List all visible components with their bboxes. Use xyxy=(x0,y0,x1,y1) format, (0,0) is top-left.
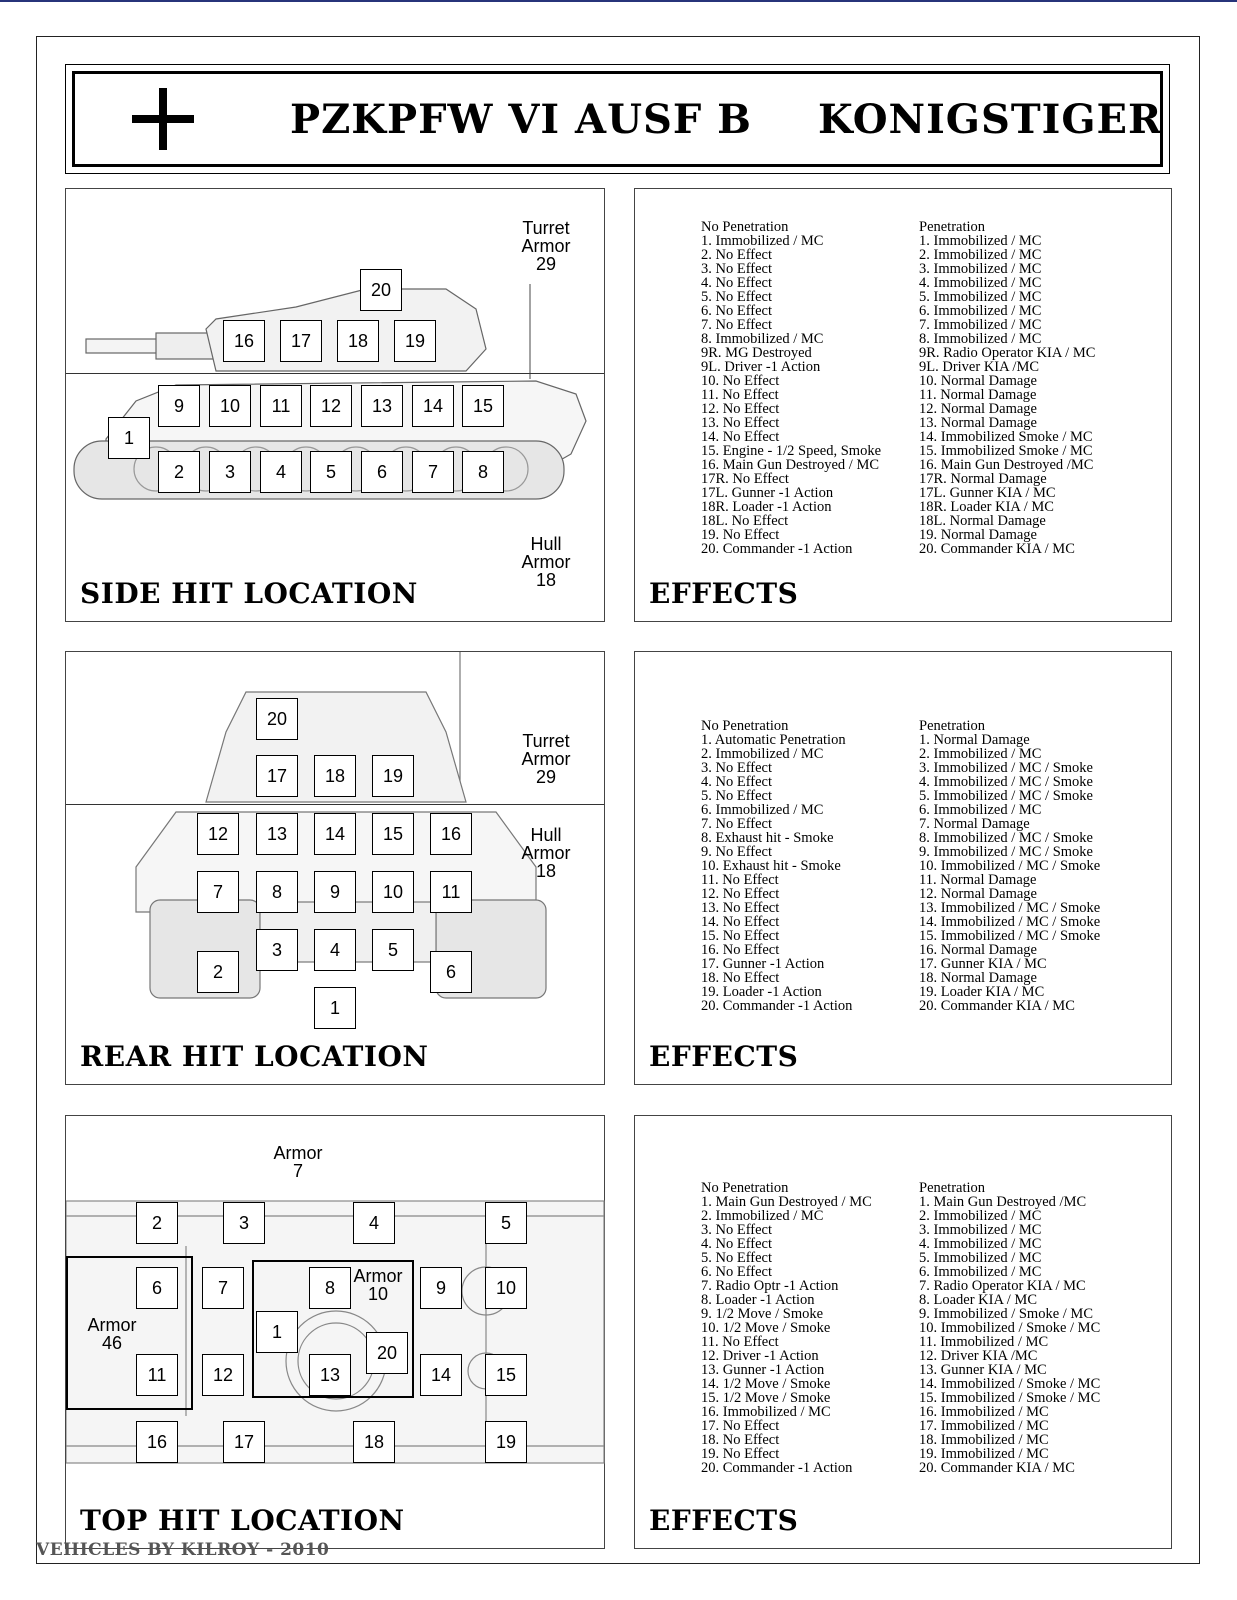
hit-box-8: 8 xyxy=(462,451,504,493)
effect-line: 1. Main Gun Destroyed / MC xyxy=(701,1194,872,1210)
rear-no-penetration-list xyxy=(701,719,852,1013)
effect-line: 9L. Driver KIA /MC xyxy=(919,359,1040,375)
rear-effects-heading: EFFECTS xyxy=(649,1040,799,1073)
effect-line: 15. Engine - 1/2 Speed, Smoke xyxy=(701,443,882,459)
effects-column-header: Penetration xyxy=(919,718,986,734)
effect-line: 5. No Effect xyxy=(701,1250,772,1266)
hit-box-6: 6 xyxy=(136,1267,178,1309)
hit-box-2: 2 xyxy=(136,1202,178,1244)
effect-line: 2. No Effect xyxy=(701,247,772,263)
rear-hit-location-heading: REAR HIT LOCATION xyxy=(80,1040,429,1073)
effect-line: 6. Immobilized / MC xyxy=(919,802,1042,818)
effect-line: 8. Immobilized / MC / Smoke xyxy=(919,830,1093,846)
hit-box-5: 5 xyxy=(372,929,414,971)
effect-line: 4. Immobilized / MC / Smoke xyxy=(919,774,1093,790)
hit-box-9: 9 xyxy=(314,871,356,913)
effect-line: 17L. Gunner -1 Action xyxy=(701,485,834,501)
effect-line: 20. Commander KIA / MC xyxy=(919,1460,1075,1476)
hit-box-12: 12 xyxy=(310,385,352,427)
effect-line: 12. Normal Damage xyxy=(919,886,1037,902)
effect-line: 3. Immobilized / MC / Smoke xyxy=(919,760,1093,776)
effect-line: 14. 1/2 Move / Smoke xyxy=(701,1376,831,1392)
effect-line: 5. Immobilized / MC xyxy=(919,1250,1042,1266)
effect-line: 12. Normal Damage xyxy=(919,401,1037,417)
hit-box-20: 20 xyxy=(366,1332,408,1374)
hit-box-8: 8 xyxy=(309,1267,351,1309)
top-hit-location-panel xyxy=(65,1115,605,1549)
hit-box-16: 16 xyxy=(223,320,265,362)
effects-column-header: No Penetration xyxy=(701,1180,789,1196)
effect-line: 1. Normal Damage xyxy=(919,732,1030,748)
effect-line: 15. 1/2 Move / Smoke xyxy=(701,1390,831,1406)
hit-box-4: 4 xyxy=(314,929,356,971)
vehicle-designation: PZKPFW VI AUSF B xyxy=(290,96,752,143)
effect-line: 9L. Driver -1 Action xyxy=(701,359,821,375)
hit-box-18: 18 xyxy=(337,320,379,362)
effect-line: 2. Immobilized / MC xyxy=(919,247,1042,263)
effect-line: 17. Gunner -1 Action xyxy=(701,956,825,972)
effect-line: 17. Gunner KIA / MC xyxy=(919,956,1047,972)
effect-line: 18. Normal Damage xyxy=(919,970,1037,986)
effect-line: 11. No Effect xyxy=(701,1334,779,1350)
effect-line: 17R. No Effect xyxy=(701,471,789,487)
effect-line: 5. No Effect xyxy=(701,289,772,305)
effect-line: 9R. Radio Operator KIA / MC xyxy=(919,345,1096,361)
front-armor-label: Armor 46 xyxy=(87,1315,137,1353)
hit-box-13: 13 xyxy=(309,1354,351,1396)
effect-line: 14. Immobilized / MC / Smoke xyxy=(919,914,1101,930)
hit-box-17: 17 xyxy=(280,320,322,362)
effect-line: 15. Immobilized Smoke / MC xyxy=(919,443,1093,459)
hit-box-15: 15 xyxy=(372,813,414,855)
effect-line: 19. No Effect xyxy=(701,1446,780,1462)
hit-box-14: 14 xyxy=(314,813,356,855)
effect-line: 1. Main Gun Destroyed /MC xyxy=(919,1194,1087,1210)
hit-box-11: 11 xyxy=(136,1354,178,1396)
effect-line: 12. No Effect xyxy=(701,886,780,902)
top-effects-panel xyxy=(634,1115,1172,1549)
hit-box-2: 2 xyxy=(158,451,200,493)
effect-line: 1. Immobilized / MC xyxy=(919,233,1042,249)
effect-line: 6. Immobilized / MC xyxy=(919,1264,1042,1280)
effect-line: 18L. No Effect xyxy=(701,513,789,529)
turret-armor-label: Turret Armor 29 xyxy=(521,218,571,274)
effects-column-header: No Penetration xyxy=(701,718,789,734)
effect-line: 15. No Effect xyxy=(701,928,780,944)
hit-box-16: 16 xyxy=(430,813,472,855)
hit-box-20: 20 xyxy=(360,269,402,311)
vehicle-name: KONIGSTIGER xyxy=(818,96,1163,143)
hit-box-2: 2 xyxy=(197,951,239,993)
effect-line: 20. Commander KIA / MC xyxy=(919,998,1075,1014)
effect-line: 15. Immobilized / Smoke / MC xyxy=(919,1390,1101,1406)
effect-line: 16. Normal Damage xyxy=(919,942,1037,958)
effect-line: 11. Normal Damage xyxy=(919,387,1037,403)
hit-box-1: 1 xyxy=(108,417,150,459)
effect-line: 4. Immobilized / MC xyxy=(919,275,1042,291)
effect-line: 10. Immobilized / MC / Smoke xyxy=(919,858,1101,874)
hit-box-20: 20 xyxy=(256,698,298,740)
effect-line: 15. Immobilized / MC / Smoke xyxy=(919,928,1101,944)
hull-armor-label: Hull Armor 18 xyxy=(521,825,571,881)
hit-box-12: 12 xyxy=(197,813,239,855)
effect-line: 17. Immobilized / MC xyxy=(919,1418,1049,1434)
effect-line: 13. No Effect xyxy=(701,900,780,916)
turret-hull-divider xyxy=(66,373,604,374)
hit-box-4: 4 xyxy=(353,1202,395,1244)
effect-line: 16. Main Gun Destroyed / MC xyxy=(701,457,880,473)
effects-column-header: Penetration xyxy=(919,219,986,235)
hit-box-3: 3 xyxy=(209,451,251,493)
hit-box-4: 4 xyxy=(260,451,302,493)
effect-line: 20. Commander -1 Action xyxy=(701,998,853,1014)
effect-line: 9. Immobilized / Smoke / MC xyxy=(919,1306,1093,1322)
effect-line: 3. Immobilized / MC xyxy=(919,261,1042,277)
effect-line: 8. Immobilized / MC xyxy=(919,331,1042,347)
hit-box-13: 13 xyxy=(256,813,298,855)
effect-line: 14. No Effect xyxy=(701,914,780,930)
effect-line: 12. No Effect xyxy=(701,401,780,417)
side-effects-panel xyxy=(634,188,1172,622)
effect-line: 18L. Normal Damage xyxy=(919,513,1046,529)
hit-box-11: 11 xyxy=(430,871,472,913)
top-rule xyxy=(0,0,1237,2)
effect-line: 2. Immobilized / MC xyxy=(919,746,1042,762)
hit-box-14: 14 xyxy=(412,385,454,427)
effect-line: 10. Exhaust hit - Smoke xyxy=(701,858,841,874)
effect-line: 5. No Effect xyxy=(701,788,772,804)
hit-box-18: 18 xyxy=(353,1421,395,1463)
effect-line: 14. No Effect xyxy=(701,429,780,445)
side-penetration-list xyxy=(919,220,1095,556)
effect-line: 5. Immobilized / MC xyxy=(919,289,1042,305)
top-hit-location-heading: TOP HIT LOCATION xyxy=(80,1504,405,1537)
effect-line: 3. No Effect xyxy=(701,1222,772,1238)
effect-line: 11. No Effect xyxy=(701,872,779,888)
effect-line: 2. Immobilized / MC xyxy=(701,1208,824,1224)
effect-line: 10. Immobilized / Smoke / MC xyxy=(919,1320,1101,1336)
effect-line: 6. Immobilized / MC xyxy=(919,303,1042,319)
effect-line: 4. No Effect xyxy=(701,275,772,291)
effect-line: 5. Immobilized / MC / Smoke xyxy=(919,788,1093,804)
hit-box-15: 15 xyxy=(485,1354,527,1396)
effect-line: 4. No Effect xyxy=(701,774,772,790)
effect-line: 8. Loader KIA / MC xyxy=(919,1292,1037,1308)
hull-armor-label: Hull Armor 18 xyxy=(521,534,571,590)
effect-line: 10. 1/2 Move / Smoke xyxy=(701,1320,831,1336)
hit-box-7: 7 xyxy=(202,1267,244,1309)
hit-box-19: 19 xyxy=(485,1421,527,1463)
hit-box-7: 7 xyxy=(197,871,239,913)
effect-line: 7. Immobilized / MC xyxy=(919,317,1042,333)
hit-box-3: 3 xyxy=(256,929,298,971)
effect-line: 11. Immobilized / MC xyxy=(919,1334,1049,1350)
effect-line: 11. No Effect xyxy=(701,387,779,403)
hit-box-1: 1 xyxy=(256,1311,298,1353)
hit-box-10: 10 xyxy=(485,1267,527,1309)
effect-line: 18R. Loader KIA / MC xyxy=(919,499,1054,515)
hit-box-8: 8 xyxy=(256,871,298,913)
side-effects-heading: EFFECTS xyxy=(649,577,799,610)
effect-line: 8. Exhaust hit - Smoke xyxy=(701,830,834,846)
effect-line: 19. No Effect xyxy=(701,527,780,543)
effect-line: 6. Immobilized / MC xyxy=(701,802,824,818)
effect-line: 10. Normal Damage xyxy=(919,373,1037,389)
side-hit-location-heading: SIDE HIT LOCATION xyxy=(80,577,418,610)
hit-box-16: 16 xyxy=(136,1421,178,1463)
top-penetration-list xyxy=(919,1181,1100,1475)
effect-line: 7. Radio Operator KIA / MC xyxy=(919,1278,1086,1294)
rear-penetration-list xyxy=(919,719,1100,1013)
top-effects-heading: EFFECTS xyxy=(649,1504,799,1537)
effect-line: 2. Immobilized / MC xyxy=(919,1208,1042,1224)
hit-box-9: 9 xyxy=(158,385,200,427)
hit-box-10: 10 xyxy=(372,871,414,913)
hit-box-12: 12 xyxy=(202,1354,244,1396)
effect-line: 9. Immobilized / MC / Smoke xyxy=(919,844,1093,860)
effect-line: 6. No Effect xyxy=(701,303,772,319)
hit-box-7: 7 xyxy=(412,451,454,493)
hit-box-11: 11 xyxy=(260,385,302,427)
effect-line: 14. Immobilized Smoke / MC xyxy=(919,429,1093,445)
effect-line: 2. Immobilized / MC xyxy=(701,746,824,762)
credit-footer: VEHICLES BY KILROY - 2010 xyxy=(36,1540,330,1560)
hit-box-15: 15 xyxy=(462,385,504,427)
hit-box-19: 19 xyxy=(394,320,436,362)
side-hit-location-panel xyxy=(65,188,605,622)
effect-line: 1. Automatic Penetration xyxy=(701,732,846,748)
effect-line: 7. Normal Damage xyxy=(919,816,1030,832)
top-armor-label: Armor 7 xyxy=(273,1143,323,1181)
effect-line: 20. Commander KIA / MC xyxy=(919,541,1075,557)
effect-line: 18. No Effect xyxy=(701,1432,780,1448)
effect-line: 12. Driver -1 Action xyxy=(701,1348,819,1364)
effect-line: 18. No Effect xyxy=(701,970,780,986)
effect-line: 19. Immobilized / MC xyxy=(919,1446,1049,1462)
hit-box-14: 14 xyxy=(420,1354,462,1396)
effect-line: 10. No Effect xyxy=(701,373,780,389)
effect-line: 8. Immobilized / MC xyxy=(701,331,824,347)
effect-line: 16. No Effect xyxy=(701,942,780,958)
effect-line: 17L. Gunner KIA / MC xyxy=(919,485,1056,501)
turret-roof-armor-label: Armor 10 xyxy=(353,1266,403,1304)
hit-box-6: 6 xyxy=(430,951,472,993)
effect-line: 14. Immobilized / Smoke / MC xyxy=(919,1376,1101,1392)
top-no-penetration-list xyxy=(701,1181,872,1475)
effects-column-header: No Penetration xyxy=(701,219,789,235)
effect-line: 17. No Effect xyxy=(701,1418,780,1434)
effect-line: 16. Main Gun Destroyed /MC xyxy=(919,457,1094,473)
hit-box-5: 5 xyxy=(310,451,352,493)
side-no-penetration-list xyxy=(701,220,881,556)
effect-line: 9. 1/2 Move / Smoke xyxy=(701,1306,824,1322)
effect-line: 8. Loader -1 Action xyxy=(701,1292,815,1308)
effect-line: 4. Immobilized / MC xyxy=(919,1236,1042,1252)
effect-line: 19. Loader KIA / MC xyxy=(919,984,1045,1000)
effect-line: 17R. Normal Damage xyxy=(919,471,1047,487)
effect-line: 3. No Effect xyxy=(701,760,772,776)
effect-line: 4. No Effect xyxy=(701,1236,772,1252)
hit-box-17: 17 xyxy=(256,755,298,797)
effect-line: 16. Immobilized / MC xyxy=(919,1404,1049,1420)
effect-line: 9R. MG Destroyed xyxy=(701,345,812,361)
effect-line: 20. Commander -1 Action xyxy=(701,1460,853,1476)
hit-box-3: 3 xyxy=(223,1202,265,1244)
effect-line: 19. Loader -1 Action xyxy=(701,984,822,1000)
hit-box-18: 18 xyxy=(314,755,356,797)
rear-effects-panel xyxy=(634,651,1172,1085)
effect-line: 13. Normal Damage xyxy=(919,415,1037,431)
effect-line: 13. Gunner -1 Action xyxy=(701,1362,825,1378)
effect-line: 13. Gunner KIA / MC xyxy=(919,1362,1047,1378)
effect-line: 18R. Loader -1 Action xyxy=(701,499,832,515)
effect-line: 13. No Effect xyxy=(701,415,780,431)
effect-line: 7. No Effect xyxy=(701,317,772,333)
effect-line: 18. Immobilized / MC xyxy=(919,1432,1049,1448)
effects-column-header: Penetration xyxy=(919,1180,986,1196)
hit-box-10: 10 xyxy=(209,385,251,427)
effect-line: 3. Immobilized / MC xyxy=(919,1222,1042,1238)
effect-line: 3. No Effect xyxy=(701,261,772,277)
hit-box-13: 13 xyxy=(361,385,403,427)
rear-hit-location-panel xyxy=(65,651,605,1085)
turret-armor-label: Turret Armor 29 xyxy=(521,731,571,787)
hit-box-6: 6 xyxy=(361,451,403,493)
hit-box-17: 17 xyxy=(223,1421,265,1463)
balkenkreuz-icon xyxy=(130,86,196,152)
hit-box-19: 19 xyxy=(372,755,414,797)
effect-line: 19. Normal Damage xyxy=(919,527,1037,543)
effect-line: 1. Immobilized / MC xyxy=(701,233,824,249)
effect-line: 7. No Effect xyxy=(701,816,772,832)
hit-box-9: 9 xyxy=(420,1267,462,1309)
effect-line: 13. Immobilized / MC / Smoke xyxy=(919,900,1101,916)
effect-line: 12. Driver KIA /MC xyxy=(919,1348,1038,1364)
hit-box-1: 1 xyxy=(314,987,356,1029)
hit-box-5: 5 xyxy=(485,1202,527,1244)
effect-line: 16. Immobilized / MC xyxy=(701,1404,831,1420)
effect-line: 9. No Effect xyxy=(701,844,772,860)
turret-hull-divider xyxy=(66,804,604,805)
effect-line: 6. No Effect xyxy=(701,1264,772,1280)
effect-line: 11. Normal Damage xyxy=(919,872,1037,888)
effect-line: 7. Radio Optr -1 Action xyxy=(701,1278,839,1294)
effect-line: 20. Commander -1 Action xyxy=(701,541,853,557)
